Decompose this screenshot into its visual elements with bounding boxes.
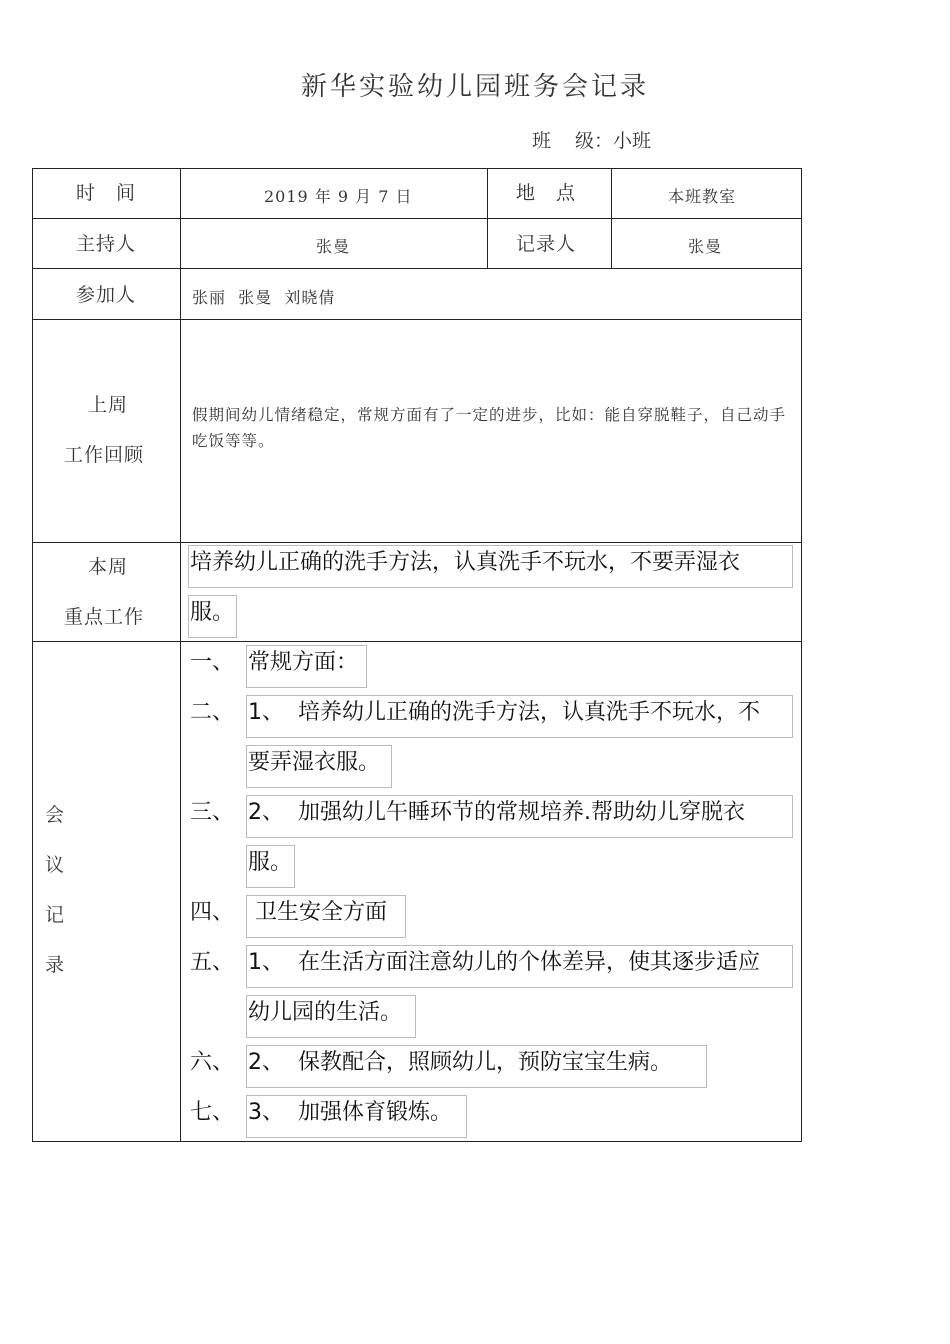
class-info (532, 126, 651, 153)
review-label-line2: 工作回顾 (64, 444, 145, 466)
focus-label-line1: 本周 (88, 556, 129, 578)
minutes-item-text: 幼儿园的生活。 (248, 1000, 403, 1025)
minutes-item-text: 服。 (248, 850, 293, 875)
row-divider (32, 218, 802, 219)
document-title: 新华实验幼儿园班务会记录 (300, 72, 649, 102)
host-value: 张曼 (316, 237, 351, 256)
minutes-item-number: 七、 (190, 1100, 235, 1125)
minutes-label-char: 会 (45, 804, 65, 826)
attendees-label: 参加人 (76, 284, 137, 306)
time-label: 时 间 (76, 182, 137, 204)
recorder-value: 张曼 (688, 237, 723, 256)
minutes-item-number: 一、 (190, 650, 235, 675)
column-divider (611, 168, 612, 268)
focus-label-line2: 重点工作 (64, 606, 145, 628)
host-label: 主持人 (76, 233, 137, 255)
attendees-value: 张丽 张曼 刘晓倩 (192, 288, 336, 307)
time-value: 2019 年 9 月 7 日 (264, 187, 413, 206)
class-label-a: 班 (532, 130, 552, 152)
minutes-item-number: 六、 (190, 1050, 235, 1075)
minutes-item-number: 三、 (190, 800, 235, 825)
minutes-item-number: 四、 (190, 900, 235, 925)
minutes-item-text: 2、 保教配合，照顾幼儿，预防宝宝生病。 (248, 1050, 672, 1075)
class-value: 小班 (613, 130, 652, 152)
minutes-item-number: 二、 (190, 700, 235, 725)
minutes-item-text: 1、 在生活方面注意幼儿的个体差异，使其逐步适应 (248, 950, 760, 975)
minutes-label-char: 议 (45, 854, 65, 876)
column-divider (180, 168, 181, 1142)
focus-text-line2: 服。 (190, 600, 235, 625)
table-border (32, 168, 802, 1142)
minutes-item-text: 要弄湿衣服。 (248, 750, 381, 775)
place-label: 地 点 (516, 182, 577, 204)
minutes-label-char: 记 (45, 904, 65, 926)
minutes-item-number: 五、 (190, 950, 235, 975)
row-divider (32, 641, 802, 642)
minutes-label-char: 录 (45, 954, 65, 976)
place-value: 本班教室 (668, 187, 737, 206)
last-week-review-text: 假期间幼儿情绪稳定，常规方面有了一定的进步，比如：能自穿脱鞋子，自己动手吃饭等等。 (192, 406, 787, 450)
minutes-item-text: 2、 加强幼儿午睡环节的常规培养.帮助幼儿穿脱衣 (248, 800, 745, 825)
review-label-line1: 上周 (88, 394, 129, 416)
minutes-item-text: 卫生安全方面 (248, 900, 387, 925)
column-divider (487, 168, 488, 268)
row-divider (32, 268, 802, 269)
minutes-item-text: 1、 培养幼儿正确的洗手方法，认真洗手不玩水，不 (248, 700, 760, 725)
row-divider (32, 319, 802, 320)
row-divider (32, 542, 802, 543)
recorder-label: 记录人 (516, 233, 577, 255)
class-label-b: 级： (575, 130, 614, 152)
focus-text-line1: 培养幼儿正确的洗手方法，认真洗手不玩水，不要弄湿衣 (190, 550, 741, 575)
minutes-item-text: 常规方面： (248, 650, 359, 675)
minutes-item-text: 3、 加强体育锻炼。 (248, 1100, 452, 1125)
